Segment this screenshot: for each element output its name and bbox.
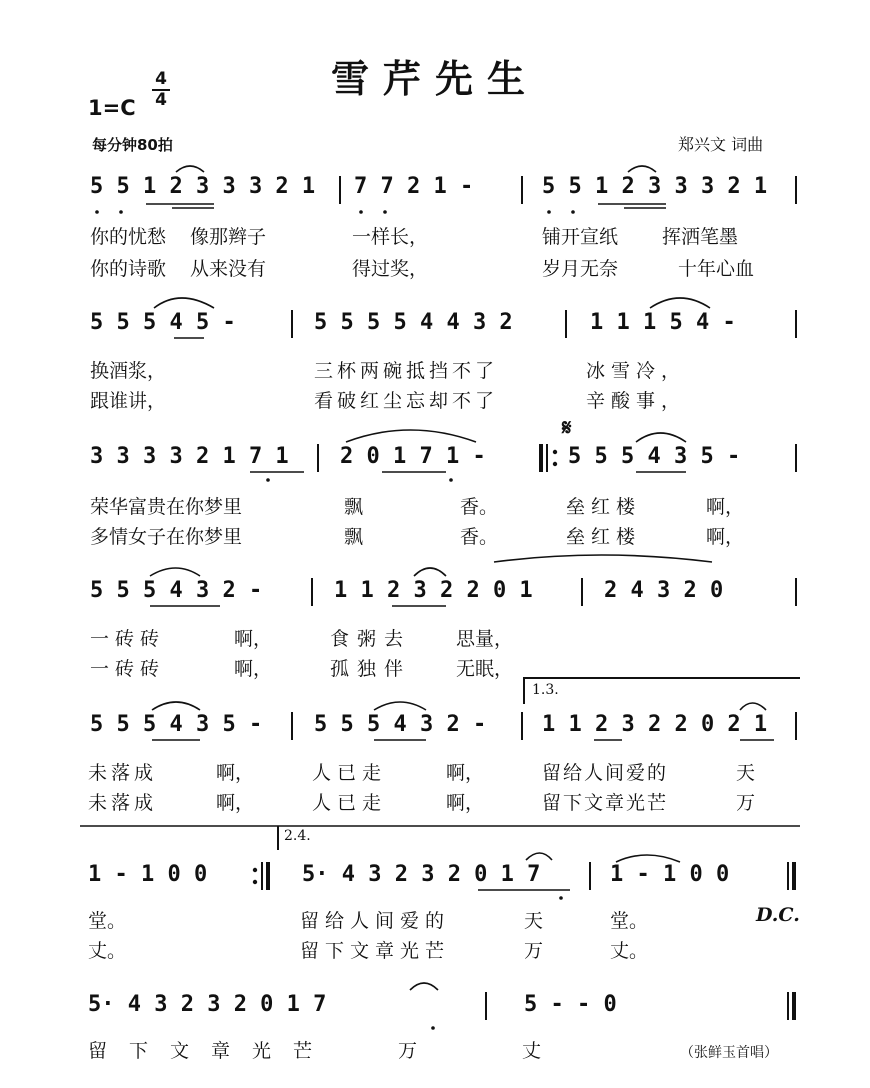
measure-notes: 5 5 5 4 3 2 - (314, 712, 487, 737)
lyric-line1: 挥洒笔墨 (662, 226, 739, 248)
measure-notes: 1 - 1 0 0 (610, 862, 730, 887)
measure-notes: 5· 4 3 2 3 2 0 1 7 (302, 862, 541, 887)
time-signature-top: 4 (155, 69, 167, 89)
measure-notes: 5 5 5 5 4 4 3 2 (314, 310, 513, 335)
lyric-line2: 飘 (344, 526, 364, 548)
lyric-line1: 人已走 (312, 762, 388, 784)
lyric-line2: 跟谁讲， (90, 390, 167, 412)
lyric-line1: 留下文章光芒 (88, 1040, 335, 1062)
song-title: 雪芹先生 (330, 56, 539, 101)
lyric-line2: 无眠， (456, 658, 514, 680)
lyric-line2: 多情女子在你梦里 (90, 526, 243, 548)
lyric-line1: 食粥去 (330, 628, 412, 650)
segno-sign: 𝄋 (562, 416, 572, 441)
lyric-line1: 留给人间爱的 (300, 910, 451, 932)
lyric-line2: 一砖砖 (90, 658, 166, 680)
measure-notes: 5· 4 3 2 3 2 0 1 7 (88, 992, 327, 1017)
measure-notes: 5 - - 0 (524, 992, 617, 1017)
measure-notes: 2 4 3 2 0 (604, 578, 724, 603)
lyric-line2: 啊， (446, 792, 485, 814)
lyric-line1: 冰雪冷， (586, 360, 687, 382)
measure-notes: 1 1 1 5 4 - (590, 310, 736, 335)
key-signature: 1=C (88, 96, 136, 120)
lyric-line1: 堂。 (88, 910, 127, 932)
lyric-line1: 垒红楼 (566, 496, 642, 518)
tempo-marking: 每分钟80拍 (92, 136, 173, 154)
lyric-line1: 荣华富贵在你梦里 (90, 496, 243, 518)
lyric-line2: 人已走 (312, 792, 388, 814)
lyric-line1: 思量， (456, 628, 514, 650)
lyric-line2: 得过奖， (352, 258, 429, 280)
measure-notes: 5 5 5 4 5 - (90, 310, 236, 335)
lyric-line1: 一样长， (352, 226, 429, 248)
lyric-line2: 留下文章光芒 (300, 940, 451, 962)
measure-notes: 7 7 2 1 - (354, 174, 474, 199)
lyric-line1: 啊， (234, 628, 273, 650)
volta-bracket-label: 2.4. (284, 828, 311, 844)
lyric-line1: 万 (398, 1040, 418, 1062)
lyric-line1: 留给人间爱的 (542, 762, 669, 784)
lyric-line1: 丈 (522, 1040, 542, 1062)
lyric-line2: 看破红尘忘却不了 (314, 390, 499, 412)
lyric-line1: 换酒浆， (90, 360, 167, 382)
lyric-line1: 啊， (706, 496, 745, 518)
da-capo-marking: D.C. (756, 904, 800, 926)
measure-notes: 2 0 1 7 1 - (340, 444, 486, 469)
measure-notes: 5 5 1 2 3 3 3 2 1 (90, 174, 316, 199)
lyric-line2: 啊， (216, 792, 255, 814)
lyric-line2: 岁月无奈 (542, 258, 619, 280)
measure-notes: 3 3 3 3 2 1 7 1 (90, 444, 289, 469)
lyric-line2: 万 (736, 792, 756, 814)
lyric-line1: 天 (736, 762, 756, 784)
lyric-line2: 丈。 (88, 940, 127, 962)
measure-notes: 5 5 1 2 3 3 3 2 1 (542, 174, 768, 199)
lyric-line2: 留下文章光芒 (542, 792, 669, 814)
measure-notes: 1 1 2 3 2 2 0 2 1 (542, 712, 768, 737)
lyric-line1: 香。 (460, 496, 499, 518)
lyric-line2: 十年心血 (678, 258, 755, 280)
lyric-line1: 飘 (344, 496, 364, 518)
lyric-line2: 垒红楼 (566, 526, 642, 548)
lyric-line1: 堂。 (610, 910, 649, 932)
lyric-line1: 天 (524, 910, 544, 932)
lyric-line2: 啊， (706, 526, 745, 548)
lyric-line1: 啊， (446, 762, 485, 784)
time-signature-bottom: 4 (152, 89, 170, 110)
measure-notes: 5 5 5 4 3 5 - (90, 712, 263, 737)
lyric-line1: 你的忧愁 (90, 226, 167, 248)
lyric-line1: 像那辫子 (190, 226, 267, 248)
lyric-line2: 啊， (234, 658, 273, 680)
lyric-line1: 三杯两碗抵挡不了 (314, 360, 499, 382)
lyric-line2: 万 (524, 940, 544, 962)
lyric-line1: 啊， (216, 762, 255, 784)
lyric-line2: 未落成 (88, 792, 158, 814)
measure-notes: 1 1 2 3 2 2 0 1 (334, 578, 533, 603)
measure-notes: 5 5 5 4 3 2 - (90, 578, 263, 603)
volta-bracket-label: 1.3. (532, 682, 559, 698)
measure-notes: 1 - 1 0 0 (88, 862, 208, 887)
lyric-line2: 孤独伴 (330, 658, 412, 680)
measure-notes: 5 5 5 4 3 5 - (568, 444, 741, 469)
lyric-line1: 一砖砖 (90, 628, 166, 650)
lyric-line2: 辛酸事， (586, 390, 687, 412)
author-credit: 郑兴文 词曲 (678, 135, 764, 154)
lyric-line2: 香。 (460, 526, 499, 548)
lyric-line2: 丈。 (610, 940, 649, 962)
lyric-line2: 你的诗歌 (90, 258, 167, 280)
lyric-line2: 从来没有 (190, 258, 267, 280)
singer-credit: （张鲜玉首唱） (680, 1045, 778, 1061)
lyric-line1: 未落成 (88, 762, 158, 784)
lyric-line1: 铺开宣纸 (542, 226, 619, 248)
